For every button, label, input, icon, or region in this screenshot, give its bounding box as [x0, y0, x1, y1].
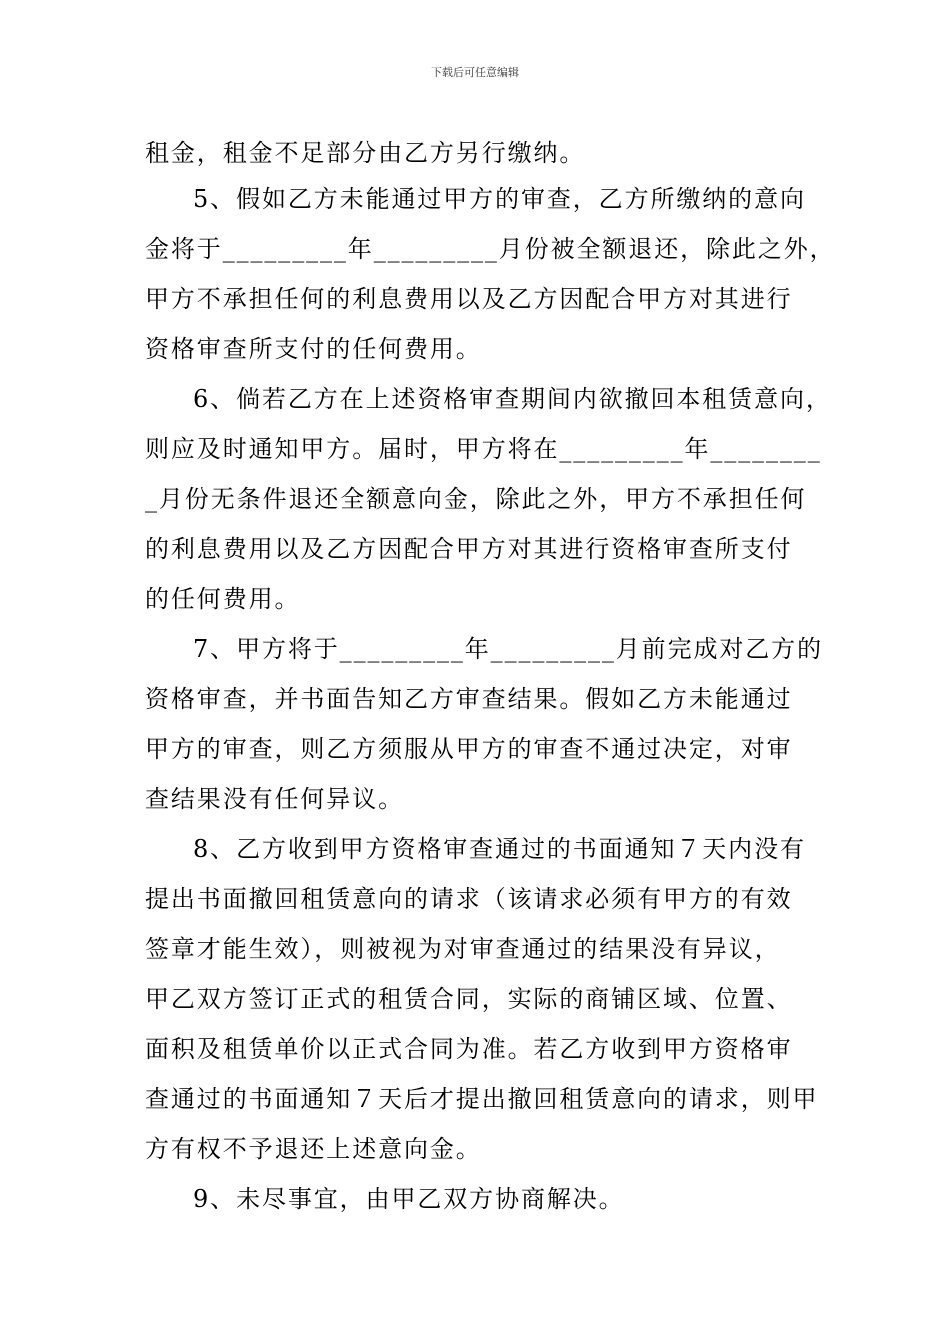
- text-line: 5、假如乙方未能通过甲方的审查，乙方所缴纳的意向: [193, 185, 806, 213]
- text-line: 金将于_________年_________月份被全额退还，除此之外，: [145, 235, 836, 263]
- text-line: 资格审查所支付的任何费用。: [145, 335, 482, 363]
- text-line: 签章才能生效），则被视为对审查通过的结果没有异议，: [145, 935, 781, 963]
- text-line: 9、未尽事宜，由甲乙双方协商解决。: [193, 1185, 625, 1213]
- text-line: 租金，租金不足部分由乙方另行缴纳。: [145, 139, 586, 167]
- text-line: 8、乙方收到甲方资格审查通过的书面通知７天内没有: [193, 835, 806, 863]
- text-line: 甲方不承担任何的利息费用以及乙方因配合甲方对其进行: [145, 285, 793, 313]
- text-line: 甲方的审查，则乙方须服从甲方的审查不通过决定，对审: [145, 735, 793, 763]
- text-line: 则应及时通知甲方。届时，甲方将在_________年________: [145, 435, 822, 463]
- text-line: 的任何费用。: [145, 585, 301, 613]
- text-line: 资格审查，并书面告知乙方审查结果。假如乙方未能通过: [145, 685, 793, 713]
- text-line: 7、甲方将于_________年_________月前完成对乙方的: [193, 635, 823, 663]
- text-line: 甲乙双方签订正式的租赁合同，实际的商铺区域、位置、: [145, 985, 793, 1013]
- text-line: 查通过的书面通知７天后才提出撤回租赁意向的请求，则甲: [145, 1085, 819, 1113]
- text-line: 的利息费用以及乙方因配合甲方对其进行资格审查所支付: [145, 535, 793, 563]
- text-line: 提出书面撤回租赁意向的请求（该请求必须有甲方的有效: [145, 885, 793, 913]
- text-line: 查结果没有任何异议。: [145, 785, 404, 813]
- text-line: _月份无条件退还全额意向金，除此之外，甲方不承担任何: [145, 485, 807, 513]
- page-header: 下载后可任意编辑: [431, 66, 519, 79]
- text-line: 6、倘若乙方在上述资格审查期间内欲撤回本租赁意向，: [193, 385, 832, 413]
- text-line: 方有权不予退还上述意向金。: [145, 1135, 482, 1163]
- text-line: 面积及租赁单价以正式合同为准。若乙方收到甲方资格审: [145, 1035, 793, 1063]
